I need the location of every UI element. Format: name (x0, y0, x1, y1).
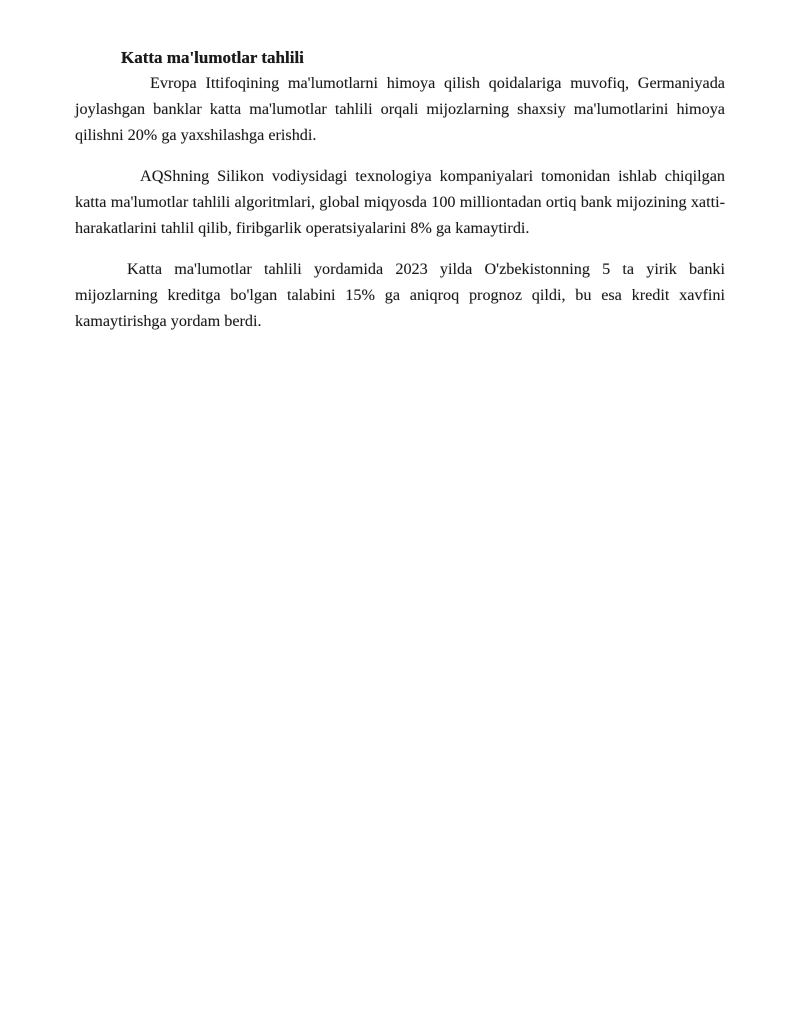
document-body (75, 46, 725, 334)
paragraph-uzbekistan-banks: Katta ma'lumotlar tahlili yordamida 2023 yilda O'zbekistonning 5 ta yirik banki mijozlarning kreditga bo'lgan talabini 15% ga aniqroq prognoz qildi, bu esa kredit xavfini kamaytirishga yordam berdi. (75, 260, 725, 330)
paragraph-silicon-valley: AQShning Silikon vodiysidagi texnologiya kompaniyalari tomonidan ishlab chiqilgan katta ma'lumotlar tahlili algoritmlari, global miqyosda 100 milliontadan ortiq bank mijozining xatti-harakatlarini tahlil qilib, firibgarlik operatsiyalarini 8% ga kamaytirdi. (75, 167, 725, 237)
section-heading: Katta ma'lumotlar tahlili (121, 48, 304, 67)
paragraph-eu-banks: Evropa Ittifoqining ma'lumotlarni himoya qilish qoidalariga muvofiq, Germaniyada joylashgan banklar katta ma'lumotlar tahlili orqali mijozlarning shaxsiy ma'lumotlarini himoya qilishni 20% ga yaxshilashga erishdi. (75, 74, 725, 144)
